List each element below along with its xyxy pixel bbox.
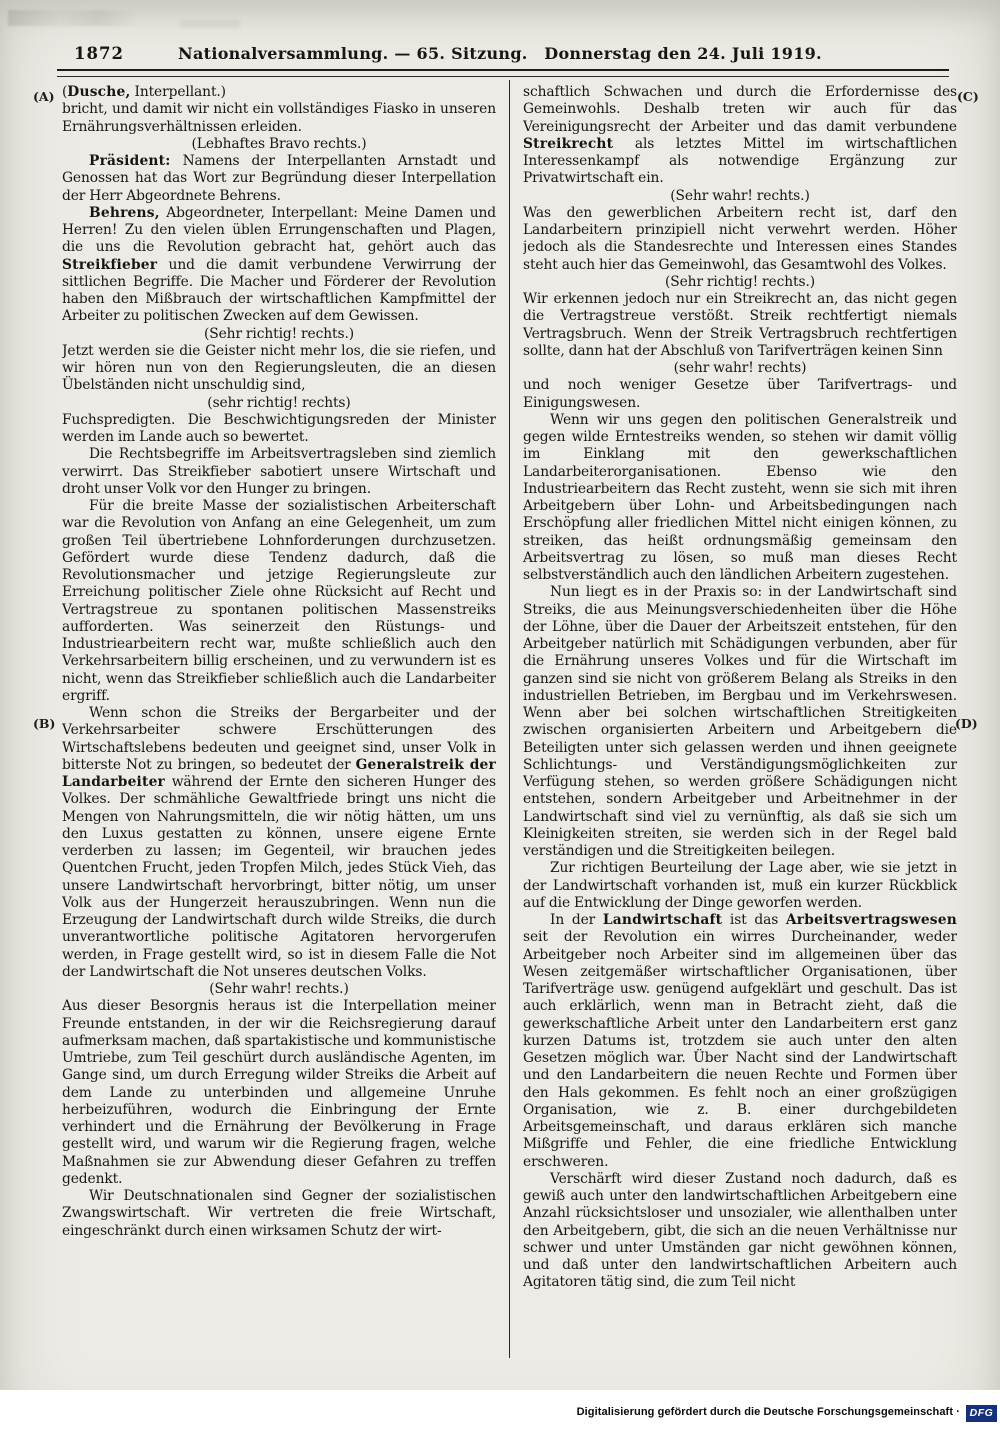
- paragraph: schaftlich Schwachen und durch die Erfordernisse des Gemeinwohls. Deshalb treten wir auch für das Vereinigungsrecht der Arbeiter und das damit verbundene Streikrecht als letztes Mittel im wirtschaftlichen Interessenkampf als notwendige Ergänzung zur Privatwirtschaft ein.: [523, 84, 957, 187]
- paragraph: Wir Deutschnationalen sind Gegner der sozialistischen Zwangswirtschaft. Wir vertreten die freie Wirtschaft, eingeschränkt durch einen wirksamen Schutz der wirt-: [62, 1188, 496, 1239]
- paragraph: Wenn schon die Streiks der Bergarbeiter und der Verkehrsarbeiter schwere Erschütterungen des Wirtschaftslebens bedeuten und geeignet sind, unser Volk in bitterste Not zu bringen, so bedeutet der Generalstreik der Landarbeiter während der Ernte den sicheren Hunger des Volkes. Der schmähliche Gewaltfriede bringt uns nicht die Mengen von Nahrungsmitteln, die wir nötig hätten, um uns den Luxus gestatten zu können, unsere eigene Ernte verderben zu lassen; im Gegenteil, wir brauchen jedes Quentchen Frucht, jeden Tropfen Milch, jedes Stück Vieh, das unsere Landwirtschaft hervorbringt, bitter nötig, um unser Volk aus der Hungerzeit herauszubringen. Wenn nun die Erzeugung der Landwirtschaft durch wilde Streiks, die durch unverantwortliche politische Agitatoren hervorgerufen werden, in Frage gestellt wird, so ist in diesem Falle die Not der Landwirtschaft die Not unseres deutschen Volks.: [62, 705, 496, 980]
- stage-direction: (sehr wahr! rechts): [673, 360, 807, 376]
- paragraph: bricht, und damit wir nicht ein vollständiges Fiasko in unseren Ernährungsverhältnissen erleiden.: [62, 101, 496, 135]
- margin-marker-a: (A): [33, 89, 55, 104]
- paragraph: In der Landwirtschaft ist das Arbeitsvertragswesen seit der Revolution ein wirres Durcheinander, weder Arbeitgeber noch Arbeiter sind im allgemeinen über das Wesen zeitgemäßer wirtschaftlicher Organisationen, über Tarifverträge usw. genügend aufgeklärt und geschult. Das ist auch erklärlich, wenn man in Betracht zieht, daß die gewerkschaftliche Arbeit unter den Landarbeitern erst ganz kurzen Datums ist, trotzdem sie auch unter den alten Gesetzen möglich war. Über Nacht sind der Landwirtschaft und den Landarbeitern die neuen Rechte und Formen über den Hals gekommen. Es fehlt noch an einer großzügigen Organisation, wie z. B. einer durchgebildeten Arbeitsgemeinschaft, und daraus erklären sich manche Mißgriffe und Fehler, die eine friedliche Entwicklung erschweren.: [523, 912, 957, 1170]
- stage-direction: (Sehr richtig! rechts.): [664, 273, 816, 290]
- paragraph: Fuchspredigten. Die Beschwichtigungsreden der Minister werden im Lande auch so bewertet.: [62, 411, 496, 445]
- paragraph: Präsident: Namens der Interpellanten Arnstadt und Genossen hat das Wort zur Begründung dieser Interpellation der Herr Abgeordnete Behrens.: [62, 153, 496, 204]
- paragraph: Zur richtigen Beurteilung der Lage aber, wie sie jetzt in der Landwirtschaft vorhanden ist, muß ein kurzer Rückblick auf die Entwicklung der Dinge geworfen werden.: [523, 860, 957, 911]
- dfg-logo: DFG: [966, 1405, 997, 1422]
- stage-direction: (Lebhaftes Bravo rechts.): [191, 135, 367, 152]
- paragraph: (Dusche, Interpellant.): [62, 84, 226, 100]
- paragraph: Jetzt werden sie die Geister nicht mehr los, die sie riefen, und wir hören nun von den Regierungsleuten, die an diesen Übelständen nicht unschuldig sind,: [62, 342, 496, 394]
- scan-artifact: [180, 20, 240, 28]
- paragraph: Wir erkennen jedoch nur ein Streikrecht an, das nicht gegen die Vertragstreue verstößt. Streik rechtfertigt niemals Vertragsbruch. Wenn der Streik Vertragsbruch rechtfertigen sollte, dann hat der Abschluß von Tarifverträgen keinen Sinn: [523, 291, 957, 359]
- header-rule: [57, 69, 949, 77]
- stage-direction: (sehr richtig! rechts): [207, 394, 351, 411]
- paragraph: und noch weniger Gesetze über Tarifvertrags- und Einigungswesen.: [523, 377, 957, 411]
- page-header: [0, 44, 1000, 68]
- paragraph: Aus dieser Besorgnis heraus ist die Interpellation meiner Freunde entstanden, in der wir die Reichsregierung darauf aufmerksam machen, daß spartakistische und kommunistische Umtriebe, zum Teil geschürt durch ausländische Agenten, im Gange sind, um durch Erregung wilder Streiks die Arbeit auf dem Lande zu unterbinden und allgemeine Unruhe herbeizuführen, wodurch die Einbringung der Ernte verhindert und die Ernährung der Bevölkerung in Frage gestellt wird, und warum wir die Regierung fragen, welche Maßnahmen sie zur Abwendung dieser Gefahren zu treffen gedenkt.: [62, 998, 496, 1187]
- right-column: [523, 84, 957, 1372]
- column-divider: [509, 80, 510, 1358]
- paragraph: Wenn wir uns gegen den politischen Generalstreik und gegen wilde Erntestreiks wenden, so stehen wir damit völlig im Einklang mit den gewerkschaftlichen Landarbeiterorganisationen. Ebenso wie den Industriearbeitern das Recht zusteht, wenn sie sich mit ihren Arbeitgebern über Lohn- und Arbeitsbedingungen nach Erschöpfung aller friedlichen Mittel nicht einigen können, zu streiken, das heißt ordnungsmäßig gemeinsam den Arbeitsvertrag zu lösen, so muß man dieses Recht selbstverständlich auch den ländlichen Arbeitern zugestehen.: [523, 411, 957, 583]
- page-number: 1872: [74, 44, 124, 63]
- margin-marker-d: (D): [955, 716, 978, 731]
- stage-direction: (Sehr wahr! rechts.): [670, 187, 810, 204]
- paragraph: Behrens, Abgeordneter, Interpellant: Meine Damen und Herren! Zu den vielen üblen Errungenschaften und Plagen, die uns die Revolution gebracht hat, gehört auch das Streikfieber und die damit verbundene Verwirrung der sittlichen Begriffe. Die Macher und Förderer der Revolution haben den Mißbrauch der wirtschaftlichen Kampfmittel der Arbeiter zu politischen Zwecken auf dem Gewissen.: [62, 204, 496, 325]
- digitization-credit: Digitalisierung gefördert durch die Deutsche Forschungsgemeinschaft ·: [576, 1406, 960, 1418]
- paragraph: Die Rechtsbegriffe im Arbeitsvertragsleben sind ziemlich verwirrt. Das Streikfieber sabotiert unsere Wirtschaft und droht unser Volk vor den Hunger zu bringen.: [62, 446, 496, 497]
- margin-marker-c: (C): [957, 89, 979, 104]
- digitization-footer: [0, 1390, 1000, 1434]
- paragraph: Was den gewerblichen Arbeitern recht ist, darf den Landarbeitern prinzipiell nicht verwehrt werden. Höher jedoch als die Standesrechte und Interessen eines Standes steht auch hier das Gemeinwohl, das Gesamtwohl des Volkes.: [523, 204, 957, 273]
- scan-artifact: [8, 10, 138, 26]
- page-title: Nationalversammlung. — 65. Sitzung. Donnerstag den 24. Juli 1919.: [178, 44, 822, 63]
- paragraph: Nun liegt es in der Praxis so: in der Landwirtschaft sind Streiks, die aus Meinungsverschiedenheiten über die Höhe der Löhne, über die Dauer der Arbeitszeit entstehen, für den Arbeitgeber natürlich mit Schädigungen verbunden, aber für die Ernährung unseres Volkes und für die Wirtschaft im ganzen sind sie nicht von größerem Belang als Streiks in den industriellen Betrieben, im Bergbau und im Verkehrswesen. Wenn aber bei solchen wirtschaftlichen Streitigkeiten zwischen organisierten Arbeitern und Arbeitgebern die Beteiligten unter sich gelassen werden und ihnen geeignete Schlichtungs- und Verständigungsmöglichkeiten zur Verfügung stehen, so werden größere Schädigungen nicht entstehen, sondern Arbeitgeber und Arbeitnehmer in der Landwirtschaft sind viel zu vernünftig, als daß sie sich um Kleinigkeiten streiten, sie werden sich in der Regel bald verständigen und die Streitigkeiten beilegen.: [523, 584, 957, 859]
- stage-direction: (Sehr richtig! rechts.): [203, 325, 355, 342]
- left-column: [62, 84, 496, 1372]
- margin-marker-b: (B): [33, 716, 56, 731]
- stage-direction: (Sehr wahr! rechts.): [209, 981, 349, 997]
- paragraph: Für die breite Masse der sozialistischen Arbeiterschaft war die Revolution von Anfang an eine Gelegenheit, um zum großen Teil übertriebene Lohnforderungen durchzusetzen. Gefördert wurde diese Tendenz dadurch, daß die Revolutionsmacher und jetzige Regierungsleute zur Erreichung politischer Ziele ohne Rücksicht auf Recht und Vertragstreue zu spontanen politischen Massenstreiks aufforderten. Was seinerzeit den Rüstungs- und Industriearbeitern recht war, mußte schließlich auch den Verkehrsarbeitern billig erscheinen, und zu verwundern ist es nicht, wenn das Streikfieber schließlich auch die Landarbeiter ergriff.: [62, 498, 496, 704]
- paragraph: Verschärft wird dieser Zustand noch dadurch, daß es gewiß auch unter den landwirtschaftlichen Arbeitgebern eine Anzahl rücksichtsloser und unsozialer, wie allenthalben unter den Arbeitgebern, gibt, die sich an die neuen Verhältnisse nur schwer und unter Umständen gar nicht gewöhnen können, und daß unter den landwirtschaftlichen Arbeitern auch Agitatoren tätig sind, die zum Teil nicht: [523, 1170, 957, 1291]
